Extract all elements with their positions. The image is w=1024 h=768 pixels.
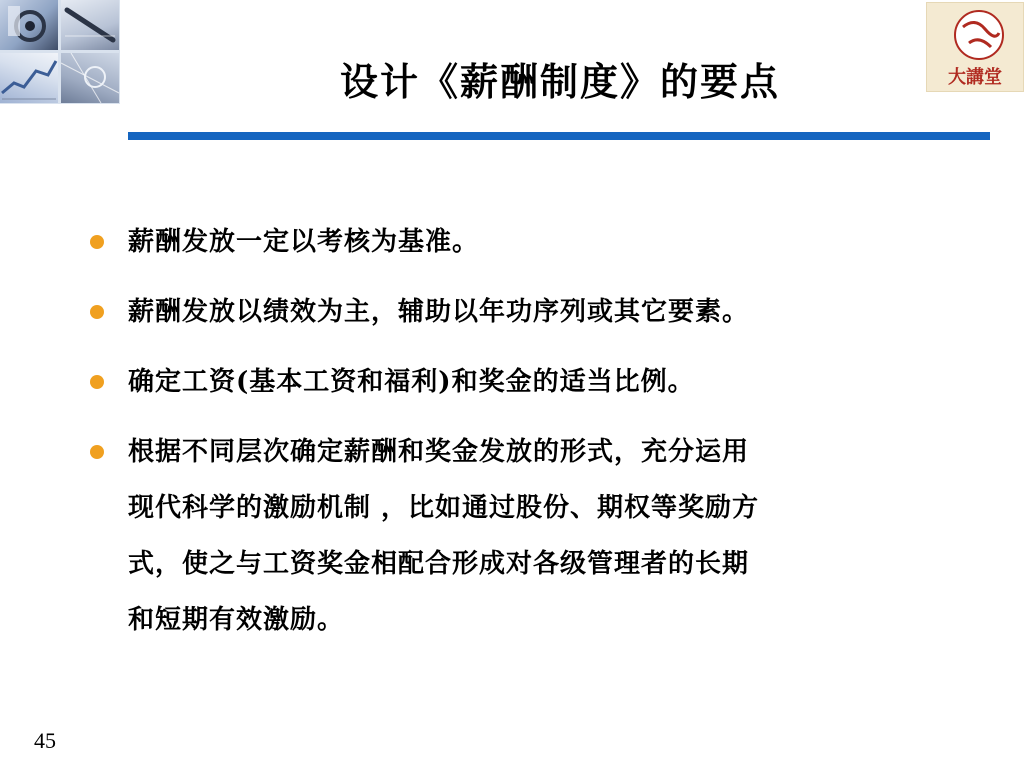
bullet-text-line: 薪酬发放以绩效为主，辅助以年功序列或其它要素。 xyxy=(128,297,750,327)
page-number: 45 xyxy=(34,728,56,753)
title-underline-rule xyxy=(128,132,990,140)
header-photo-collage xyxy=(0,0,120,104)
bullet-text-line: 确定工资(基本工资和福利)和奖金的适当比例。 xyxy=(128,367,695,397)
bullet-text-line: 现代科学的激励机制 ，比如通过股份、期权等奖励方 xyxy=(128,493,760,523)
bullet-text-line: 根据不同层次确定薪酬和奖金发放的形式，充分运用 xyxy=(128,437,750,467)
collage-photo-compass xyxy=(0,0,58,50)
collage-photo-blueprint xyxy=(61,53,119,103)
bullet-text-line: 和短期有效激励。 xyxy=(128,605,345,635)
bullet-item xyxy=(90,284,920,340)
bullet-text-line: 式，使之与工资奖金相配合形成对各级管理者的长期 xyxy=(128,549,750,579)
bullet-dot-icon xyxy=(90,445,104,459)
bullet-item xyxy=(90,214,920,270)
slide-title: 设计《薪酬制度》的要点 xyxy=(339,59,780,104)
bullet-list xyxy=(90,214,920,648)
collage-photo-chart xyxy=(0,53,58,103)
bullet-dot-icon xyxy=(90,235,104,249)
svg-text:大講堂: 大講堂 xyxy=(948,67,1002,88)
bullet-item xyxy=(90,424,920,648)
bullet-text-line: 薪酬发放一定以考核为基准。 xyxy=(128,227,480,257)
bullet-dot-icon xyxy=(90,305,104,319)
collage-photo-pen xyxy=(61,0,119,50)
bullet-item xyxy=(90,354,920,410)
bullet-dot-icon xyxy=(90,375,104,389)
